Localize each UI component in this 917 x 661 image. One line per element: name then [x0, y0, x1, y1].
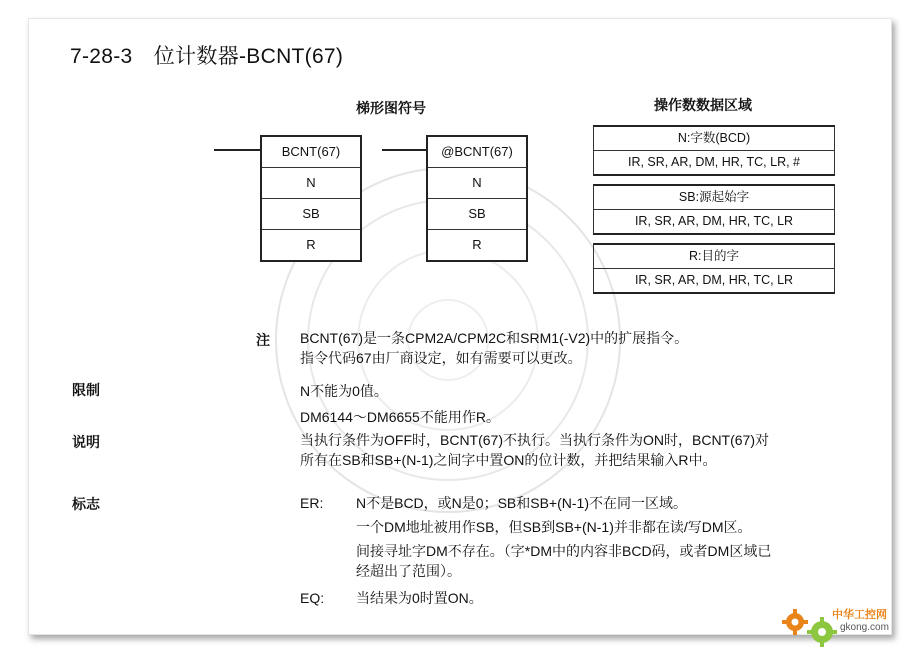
note-line: BCNT(67)是一条CPM2A/CPM2C和SRM1(-V2)中的扩展指令。: [300, 330, 689, 346]
ladder-cell-n: N: [262, 167, 360, 198]
ladder-cell-instr: BCNT(67): [281, 144, 341, 159]
note-line: 指令代码67由厂商设定，如有需要可以更改。: [300, 350, 582, 366]
flags-label: 标志: [72, 496, 100, 512]
operands-heading: 操作数数据区域: [654, 97, 752, 113]
flag-er-text: [356, 493, 771, 581]
limits-text: [300, 378, 500, 430]
ladder-rail-left: [214, 149, 262, 151]
description-label: 说明: [72, 434, 100, 450]
operand-box-n: [593, 125, 835, 176]
description-line: 所有在SB和SB+(N-1)之间字中置ON的位计数，并把结果输入R中。: [300, 452, 717, 468]
ladder-heading: 梯形图符号: [356, 100, 426, 116]
ladder-cell-n: N: [428, 167, 526, 198]
note-text: [300, 328, 688, 368]
page-title: 7-28-3 位计数器-BCNT(67): [70, 45, 344, 68]
limits-line: N不能为0值。: [300, 383, 388, 399]
flag-eq-text: 当结果为0时置ON。: [356, 590, 483, 606]
limits-line: DM6144～DM6655不能用作R。: [300, 409, 500, 425]
description-line: 当执行条件为OFF时，BCNT(67)不执行。当执行条件为ON时，BCNT(67)对: [300, 432, 770, 448]
gkong-logo: [780, 602, 889, 657]
ladder-cell-r: R: [262, 229, 360, 260]
limits-label: 限制: [72, 382, 100, 398]
logo-brand: 中华工控网: [832, 609, 887, 621]
ladder-cell-sb: SB: [428, 198, 526, 229]
operand-areas: IR, SR, AR, DM, HR, TC, LR: [594, 268, 834, 292]
operand-areas: IR, SR, AR, DM, HR, TC, LR, #: [594, 150, 834, 174]
flag-er-line: N不是BCD，或N是0；SB和SB+(N-1)不在同一区域。: [356, 495, 687, 511]
flag-eq-label: EQ:: [300, 590, 325, 606]
note-label: 注: [256, 332, 270, 348]
flag-er-line: 间接寻址字DM不存在。（字*DM中的内容非BCD码，或者DM区域已: [356, 543, 772, 559]
ladder-cell-sb: SB: [262, 198, 360, 229]
ladder-symbol-at-bcnt: [426, 135, 528, 262]
description-text: [300, 430, 769, 470]
flag-er-line: 经超出了范围）。: [356, 563, 461, 579]
operand-areas: IR, SR, AR, DM, HR, TC, LR: [594, 209, 834, 233]
operand-label: R:目的字: [688, 249, 739, 263]
ladder-cell-r: R: [428, 229, 526, 260]
operand-box-sb: [593, 184, 835, 235]
ladder-rail-mid: [382, 149, 428, 151]
flag-er-label: ER:: [300, 495, 324, 511]
ladder-symbol-bcnt: [260, 135, 362, 262]
operand-label: N:字数(BCD): [677, 131, 751, 145]
operand-box-r: [593, 243, 835, 294]
ladder-cell-instr: @BCNT(67): [441, 144, 513, 159]
logo-url: gkong.com: [840, 622, 889, 633]
operand-label: SB:源起始字: [678, 190, 750, 204]
flag-er-line: 一个DM地址被用作SB，但SB到SB+(N-1)并非都在读/写DM区。: [356, 519, 752, 535]
